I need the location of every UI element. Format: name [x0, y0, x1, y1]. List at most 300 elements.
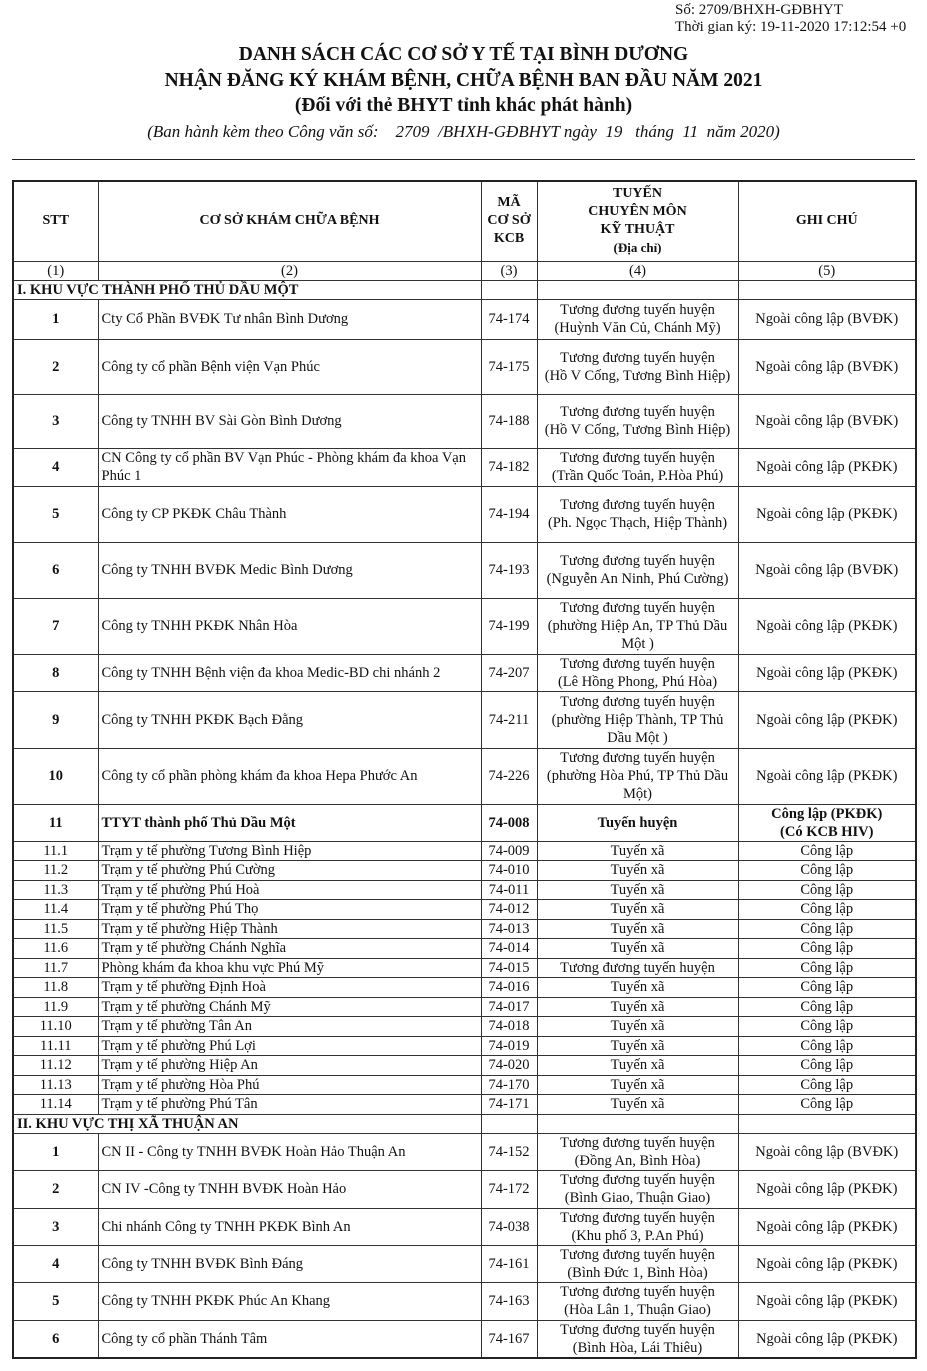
row-facility-code: 74-207 — [481, 654, 537, 691]
document-subtitle: (Đối với thẻ BHYT tỉnh khác phát hành) — [294, 95, 633, 116]
row-level — [537, 299, 738, 339]
signature-block — [675, 2, 906, 36]
row-note-text: Ngoài công lập (BVĐK) — [755, 1143, 899, 1160]
row-note-text: Ngoài công lập (PKĐK) — [756, 1181, 898, 1197]
row-facility-name: Công ty TNHH BVĐK Medic Bình Dương — [98, 542, 481, 598]
row-facility-name: Chi nhánh Công ty TNHH PKĐK Bình An — [98, 1208, 481, 1245]
row-level-text: Tuyến xã — [610, 862, 665, 879]
horizontal-divider — [12, 159, 915, 160]
row-stt: 2 — [13, 339, 98, 394]
header-code — [481, 181, 537, 261]
row-facility-code: 74-163 — [481, 1282, 537, 1320]
document-title-line-2: NHẬN ĐĂNG KÝ KHÁM BỆNH, CHỮA BỆNH BAN ĐẦU NĂM 2021 — [164, 70, 763, 91]
row-facility-code: 74-014 — [481, 939, 537, 959]
row-level — [537, 1282, 738, 1320]
row-facility-name: Công ty TNHH PKĐK Bạch Đằng — [98, 691, 481, 748]
row-stt: 11.5 — [13, 919, 98, 939]
row-level — [537, 542, 738, 598]
row-note — [738, 1133, 916, 1170]
row-note — [738, 1208, 916, 1245]
row-level — [537, 691, 738, 748]
row-note — [738, 598, 916, 654]
row-note-text: Công lập — [800, 979, 854, 996]
row-facility-code: 74-020 — [481, 1056, 537, 1076]
row-facility-code: 74-015 — [481, 958, 537, 978]
row-note-text: Công lập — [800, 920, 854, 937]
row-level — [537, 1017, 738, 1037]
empty-cell — [738, 280, 916, 299]
row-note-text: Ngoài công lập (PKĐK) — [756, 459, 898, 475]
table-row — [13, 542, 916, 598]
empty-cell — [537, 1114, 738, 1133]
row-facility-code: 74-211 — [481, 691, 537, 748]
row-note-extra: (Có KCB HIV) — [780, 823, 874, 840]
row-level-text: Tương đương tuyến huyện — [560, 553, 715, 569]
row-level-text: Tương đương tuyến huyện — [560, 497, 715, 513]
row-facility-name: Công ty TNHH PKĐK Nhân Hòa — [98, 598, 481, 654]
table-row — [13, 939, 916, 959]
row-note — [738, 299, 916, 339]
column-index: (5) — [738, 261, 916, 280]
row-level-text: Tương đương tuyến huyện — [560, 655, 715, 672]
document-title-line-1: DANH SÁCH CÁC CƠ SỞ Y TẾ TẠI BÌNH DƯƠNG — [238, 44, 689, 65]
row-note — [738, 919, 916, 939]
row-facility-name: Trạm y tế phường Hiệp An — [98, 1056, 481, 1076]
row-facility-code: 74-012 — [481, 900, 537, 920]
row-note — [738, 339, 916, 394]
row-facility-code: 74-167 — [481, 1320, 537, 1358]
row-note — [738, 880, 916, 900]
header-level-line-4: (Địa chỉ) — [613, 240, 662, 256]
row-note-text: Công lập — [800, 959, 854, 976]
row-stt: 11.14 — [13, 1095, 98, 1115]
document-number: Số: 2709/BHXH-GĐBHYT — [675, 2, 843, 18]
row-note — [738, 978, 916, 998]
row-level — [537, 1095, 738, 1115]
row-level-text: Tương đương tuyến huyện — [560, 600, 715, 616]
table-row — [13, 841, 916, 861]
row-note-text: Ngoài công lập (PKĐK) — [756, 1330, 898, 1347]
row-facility-code: 74-172 — [481, 1170, 537, 1208]
row-level-text: Tương đương tuyến huyện — [560, 1209, 715, 1226]
row-facility-name: Trạm y tế phường Phú Hoà — [98, 880, 481, 900]
row-facility-name: Trạm y tế phường Định Hoà — [98, 978, 481, 998]
row-level-text: Tương đương tuyến huyện — [560, 1321, 715, 1338]
table-row — [13, 598, 916, 654]
row-facility-name: CN II - Công ty TNHH BVĐK Hoàn Hảo Thuận An — [98, 1133, 481, 1170]
table-row — [13, 448, 916, 486]
row-level-text: Tương đương tuyến huyện — [560, 1172, 715, 1188]
row-stt: 11.12 — [13, 1056, 98, 1076]
document-reference: (Ban hành kèm theo Công văn số: 2709 /BHXH-GĐBHYT ngày 19 tháng 11 năm 2020) — [147, 122, 780, 141]
row-stt: 11.7 — [13, 958, 98, 978]
section-title: II. KHU VỰC THỊ XÃ THUẬN AN — [13, 1114, 481, 1133]
table-row — [13, 1320, 916, 1358]
table-row — [13, 919, 916, 939]
row-level — [537, 997, 738, 1017]
row-level-text: Tương đương tuyến huyện — [560, 302, 715, 318]
row-facility-code: 74-016 — [481, 978, 537, 998]
row-level — [537, 598, 738, 654]
row-facility-code: 74-226 — [481, 748, 537, 804]
row-facility-name: TTYT thành phố Thủ Dầu Một — [98, 804, 481, 841]
row-stt: 6 — [13, 1320, 98, 1358]
row-level-text: Tương đương tuyến huyện — [560, 1284, 715, 1300]
empty-cell — [537, 280, 738, 299]
row-note — [738, 654, 916, 691]
row-facility-code: 74-018 — [481, 1017, 537, 1037]
row-level — [537, 900, 738, 920]
header-facility: CƠ SỞ KHÁM CHỮA BỆNH — [98, 181, 481, 261]
table-row — [13, 880, 916, 900]
section-header-row — [13, 280, 916, 299]
table-row — [13, 900, 916, 920]
row-facility-code: 74-019 — [481, 1036, 537, 1056]
row-stt: 5 — [13, 486, 98, 542]
table-row — [13, 1133, 916, 1170]
row-stt: 6 — [13, 542, 98, 598]
row-stt: 11.6 — [13, 939, 98, 959]
row-level — [537, 861, 738, 881]
row-note-text: Ngoài công lập (PKĐK) — [756, 506, 898, 522]
row-note — [738, 1056, 916, 1076]
row-stt: 1 — [13, 299, 98, 339]
row-stt: 4 — [13, 1245, 98, 1282]
column-index: (1) — [13, 261, 98, 280]
empty-cell — [738, 1114, 916, 1133]
facility-table — [12, 180, 917, 1359]
row-note — [738, 900, 916, 920]
row-level — [537, 486, 738, 542]
table-row — [13, 958, 916, 978]
row-facility-code: 74-194 — [481, 486, 537, 542]
header-level-line-2: CHUYÊN MÔN — [588, 204, 687, 220]
row-level-text: Tuyến xã — [610, 1057, 665, 1074]
header-code-line-3: KCB — [493, 231, 525, 247]
row-facility-code: 74-171 — [481, 1095, 537, 1115]
row-level — [537, 1036, 738, 1056]
row-level — [537, 1320, 738, 1358]
row-facility-name: Công ty TNHH Bệnh viện đa khoa Medic-BD chi nhánh 2 — [98, 654, 481, 691]
row-facility-code: 74-199 — [481, 598, 537, 654]
row-stt: 10 — [13, 748, 98, 804]
row-level-text: Tương đương tuyến huyện — [560, 1134, 715, 1151]
header-level-line-1: TUYẾN — [612, 186, 662, 202]
table-row — [13, 691, 916, 748]
row-facility-name: Trạm y tế phường Hiệp Thành — [98, 919, 481, 939]
row-note — [738, 997, 916, 1017]
row-level-text: Tuyến xã — [610, 1076, 665, 1093]
empty-cell — [481, 280, 537, 299]
row-facility-name: Trạm y tế phường Phú Thọ — [98, 900, 481, 920]
header-note: GHI CHÚ — [738, 181, 916, 261]
row-level — [537, 1056, 738, 1076]
row-level-text: Tương đương tuyến huyện — [560, 1246, 715, 1263]
row-stt: 8 — [13, 654, 98, 691]
row-level — [537, 978, 738, 998]
row-facility-name: Phòng khám đa khoa khu vực Phú Mỹ — [98, 958, 481, 978]
row-note-text: Ngoài công lập (BVĐK) — [755, 562, 899, 578]
row-note — [738, 748, 916, 804]
row-level-text: Tuyến xã — [610, 1018, 665, 1035]
table-row — [13, 299, 916, 339]
row-level-text: Tương đương tuyến huyện — [560, 450, 715, 466]
row-note-text: Công lập — [800, 1037, 854, 1054]
row-note — [738, 1017, 916, 1037]
row-level — [537, 1245, 738, 1282]
row-stt: 11.1 — [13, 841, 98, 861]
row-note — [738, 448, 916, 486]
row-note-text: Công lập — [800, 1076, 854, 1093]
row-note-text: Ngoài công lập (BVĐK) — [755, 413, 899, 429]
row-address: (Huỳnh Văn Củ, Chánh Mỹ) — [554, 320, 721, 336]
row-facility-name: Công ty TNHH BVĐK Bình Đáng — [98, 1245, 481, 1282]
row-note — [738, 691, 916, 748]
table-row — [13, 1245, 916, 1282]
row-note-text: Ngoài công lập (PKĐK) — [756, 618, 898, 634]
row-note — [738, 861, 916, 881]
row-facility-name: Công ty TNHH BV Sài Gòn Bình Dương — [98, 394, 481, 448]
row-note — [738, 542, 916, 598]
row-facility-name: CN IV -Công ty TNHH BVĐK Hoàn Hảo — [98, 1170, 481, 1208]
row-level-text: Tương đương tuyến huyện — [560, 959, 715, 976]
row-level-text: Tương đương tuyến huyện — [560, 750, 715, 766]
row-stt: 7 — [13, 598, 98, 654]
row-note-text: Công lập — [800, 1057, 854, 1074]
row-note-text: Ngoài công lập (PKĐK) — [756, 1293, 898, 1309]
row-level-text: Tuyến xã — [610, 842, 665, 859]
row-stt: 11.13 — [13, 1075, 98, 1095]
table-row — [13, 1095, 916, 1115]
column-index: (4) — [537, 261, 738, 280]
row-facility-code: 74-008 — [481, 804, 537, 841]
row-facility-name: Trạm y tế phường Chánh Nghĩa — [98, 939, 481, 959]
row-level-text: Tương đương tuyến huyện — [560, 693, 715, 710]
row-facility-name: Công ty CP PKĐK Châu Thành — [98, 486, 481, 542]
row-stt: 3 — [13, 394, 98, 448]
row-level-text: Tuyến xã — [610, 920, 665, 937]
row-facility-name: Trạm y tế phường Phú Lợi — [98, 1036, 481, 1056]
row-stt: 2 — [13, 1170, 98, 1208]
row-level-text: Tuyến xã — [610, 1037, 665, 1054]
section-title: I. KHU VỰC THÀNH PHỐ THỦ DẦU MỘT — [13, 280, 481, 299]
row-facility-name: Công ty cổ phần phòng khám đa khoa Hepa Phước An — [98, 748, 481, 804]
table-row — [13, 978, 916, 998]
table-row — [13, 1036, 916, 1056]
row-note-text: Ngoài công lập (PKĐK) — [756, 1218, 898, 1235]
row-stt: 9 — [13, 691, 98, 748]
header-level-line-3: KỸ THUẬT — [600, 222, 675, 238]
table-row — [13, 861, 916, 881]
table-row — [13, 1075, 916, 1095]
header-stt: STT — [13, 181, 98, 261]
row-facility-code: 74-009 — [481, 841, 537, 861]
row-level — [537, 939, 738, 959]
row-stt: 11.4 — [13, 900, 98, 920]
row-stt: 11.11 — [13, 1036, 98, 1056]
row-address: (Đồng An, Bình Hòa) — [574, 1152, 701, 1169]
row-facility-name: Công ty TNHH PKĐK Phúc An Khang — [98, 1282, 481, 1320]
empty-cell — [481, 1114, 537, 1133]
row-note-text: Công lập — [800, 881, 854, 898]
row-facility-code: 74-175 — [481, 339, 537, 394]
row-facility-name: Cty Cổ Phần BVĐK Tư nhân Bình Dương — [98, 299, 481, 339]
row-note — [738, 841, 916, 861]
row-facility-code: 74-170 — [481, 1075, 537, 1095]
row-stt: 11.2 — [13, 861, 98, 881]
row-facility-code: 74-152 — [481, 1133, 537, 1170]
row-address: (Bình Giao, Thuận Giao) — [564, 1190, 711, 1206]
row-note-text: Ngoài công lập (BVĐK) — [755, 358, 899, 375]
row-facility-code: 74-182 — [481, 448, 537, 486]
row-note — [738, 486, 916, 542]
row-address: (Bình Đức 1, Bình Hòa) — [567, 1264, 708, 1281]
row-level-text: Tuyến xã — [610, 881, 665, 898]
row-level-text: Tuyến huyện — [597, 814, 678, 831]
row-level-text: Tuyến xã — [610, 901, 665, 918]
row-level — [537, 804, 738, 841]
row-stt: 3 — [13, 1208, 98, 1245]
row-facility-name: Công ty cổ phần Bệnh viện Vạn Phúc — [98, 339, 481, 394]
row-level-text: Tuyến xã — [610, 1096, 665, 1113]
row-note-text: Công lập — [800, 1018, 854, 1035]
row-note-text: Công lập (PKĐK) — [771, 805, 883, 822]
table-row — [13, 394, 916, 448]
row-facility-name: Trạm y tế phường Tân An — [98, 1017, 481, 1037]
row-note — [738, 1170, 916, 1208]
row-level — [537, 1133, 738, 1170]
row-facility-code: 74-174 — [481, 299, 537, 339]
table-row — [13, 997, 916, 1017]
row-level-text: Tuyến xã — [610, 998, 665, 1015]
row-note-text: Công lập — [800, 842, 854, 859]
row-facility-code: 74-193 — [481, 542, 537, 598]
row-level-text: Tuyến xã — [610, 940, 665, 957]
row-level — [537, 880, 738, 900]
table-row — [13, 748, 916, 804]
row-level-text: Tương đương tuyến huyện — [560, 404, 715, 420]
row-note-text: Ngoài công lập (PKĐK) — [756, 711, 898, 728]
row-stt: 1 — [13, 1133, 98, 1170]
row-note-text: Công lập — [800, 862, 854, 879]
row-level — [537, 1170, 738, 1208]
row-note — [738, 1282, 916, 1320]
table-row — [13, 486, 916, 542]
row-facility-code: 74-011 — [481, 880, 537, 900]
table-row — [13, 1282, 916, 1320]
row-level — [537, 841, 738, 861]
row-stt: 5 — [13, 1282, 98, 1320]
row-level — [537, 339, 738, 394]
row-address: (phường Hiệp Thành, TP Thủ Dầu Một ) — [551, 711, 724, 746]
row-note — [738, 1245, 916, 1282]
table-row — [13, 804, 916, 841]
table-row — [13, 1056, 916, 1076]
row-address: (Hồ V Cống, Tương Bình Hiệp) — [544, 422, 731, 438]
row-stt: 11.10 — [13, 1017, 98, 1037]
row-address: (Hồ V Cống, Tương Bình Hiệp) — [544, 367, 731, 384]
row-note-text: Ngoài công lập (PKĐK) — [756, 768, 898, 784]
row-level — [537, 654, 738, 691]
row-level — [537, 394, 738, 448]
table-row — [13, 339, 916, 394]
column-index: (2) — [98, 261, 481, 280]
row-address: (Lê Hồng Phong, Phú Hòa) — [557, 673, 718, 690]
row-facility-name: Trạm y tế phường Tương Bình Hiệp — [98, 841, 481, 861]
table-row — [13, 1017, 916, 1037]
row-address: (Ph. Ngọc Thạch, Hiệp Thành) — [547, 515, 728, 531]
row-address: (Nguyễn An Ninh, Phú Cường) — [546, 571, 729, 587]
row-level-text: Tuyến xã — [610, 979, 665, 996]
row-facility-code: 74-161 — [481, 1245, 537, 1282]
row-facility-name: Công ty cổ phần Thánh Tâm — [98, 1320, 481, 1358]
row-note-text: Ngoài công lập (PKĐK) — [756, 1255, 898, 1272]
row-address: (Hòa Lân 1, Thuận Giao) — [564, 1302, 711, 1318]
row-level-text: Tương đương tuyến huyện — [560, 349, 715, 366]
row-facility-name: Trạm y tế phường Chánh Mỹ — [98, 997, 481, 1017]
header-code-line-1: MÃ — [497, 195, 521, 211]
row-address: (Khu phố 3, P.An Phú) — [571, 1227, 704, 1244]
row-address: (Trần Quốc Toản, P.Hòa Phú) — [551, 468, 724, 484]
row-note-text: Công lập — [800, 940, 854, 957]
row-note-text: Công lập — [800, 901, 854, 918]
column-index-row — [13, 261, 916, 280]
column-index: (3) — [481, 261, 537, 280]
section-header-row — [13, 1114, 916, 1133]
row-level — [537, 448, 738, 486]
row-note — [738, 1036, 916, 1056]
row-facility-code: 74-188 — [481, 394, 537, 448]
row-facility-code: 74-010 — [481, 861, 537, 881]
row-facility-code: 74-017 — [481, 997, 537, 1017]
row-note-text: Công lập — [800, 1096, 854, 1113]
row-level — [537, 1208, 738, 1245]
row-note — [738, 958, 916, 978]
row-facility-name: Trạm y tế phường Hòa Phú — [98, 1075, 481, 1095]
row-note — [738, 804, 916, 841]
row-facility-name: Trạm y tế phường Phú Cường — [98, 861, 481, 881]
row-note-text: Ngoài công lập (PKĐK) — [756, 664, 898, 681]
row-note — [738, 939, 916, 959]
row-address: (phường Hiệp An, TP Thủ Dầu Một ) — [547, 618, 728, 652]
row-note-text: Công lập — [800, 998, 854, 1015]
row-facility-code: 74-038 — [481, 1208, 537, 1245]
row-level — [537, 958, 738, 978]
table-header-row — [13, 181, 916, 261]
row-note-text: Ngoài công lập (BVĐK) — [755, 311, 899, 327]
row-facility-name: CN Công ty cổ phần BV Vạn Phúc - Phòng khám đa khoa Vạn Phúc 1 — [98, 448, 481, 486]
row-note — [738, 394, 916, 448]
row-stt: 11.9 — [13, 997, 98, 1017]
row-stt: 11 — [13, 804, 98, 841]
table-row — [13, 1170, 916, 1208]
row-level — [537, 919, 738, 939]
table-row — [13, 1208, 916, 1245]
row-address: (phường Hòa Phú, TP Thủ Dầu Một) — [546, 768, 729, 802]
table-row — [13, 654, 916, 691]
row-level — [537, 1075, 738, 1095]
row-facility-name: Trạm y tế phường Phú Tân — [98, 1095, 481, 1115]
row-stt: 11.3 — [13, 880, 98, 900]
row-address: (Bình Hòa, Lái Thiêu) — [572, 1339, 703, 1356]
row-facility-code: 74-013 — [481, 919, 537, 939]
row-note — [738, 1095, 916, 1115]
row-stt: 4 — [13, 448, 98, 486]
row-note — [738, 1320, 916, 1358]
row-stt: 11.8 — [13, 978, 98, 998]
row-level — [537, 748, 738, 804]
signing-time: Thời gian ký: 19-11-2020 17:12:54 +0 — [675, 19, 907, 35]
